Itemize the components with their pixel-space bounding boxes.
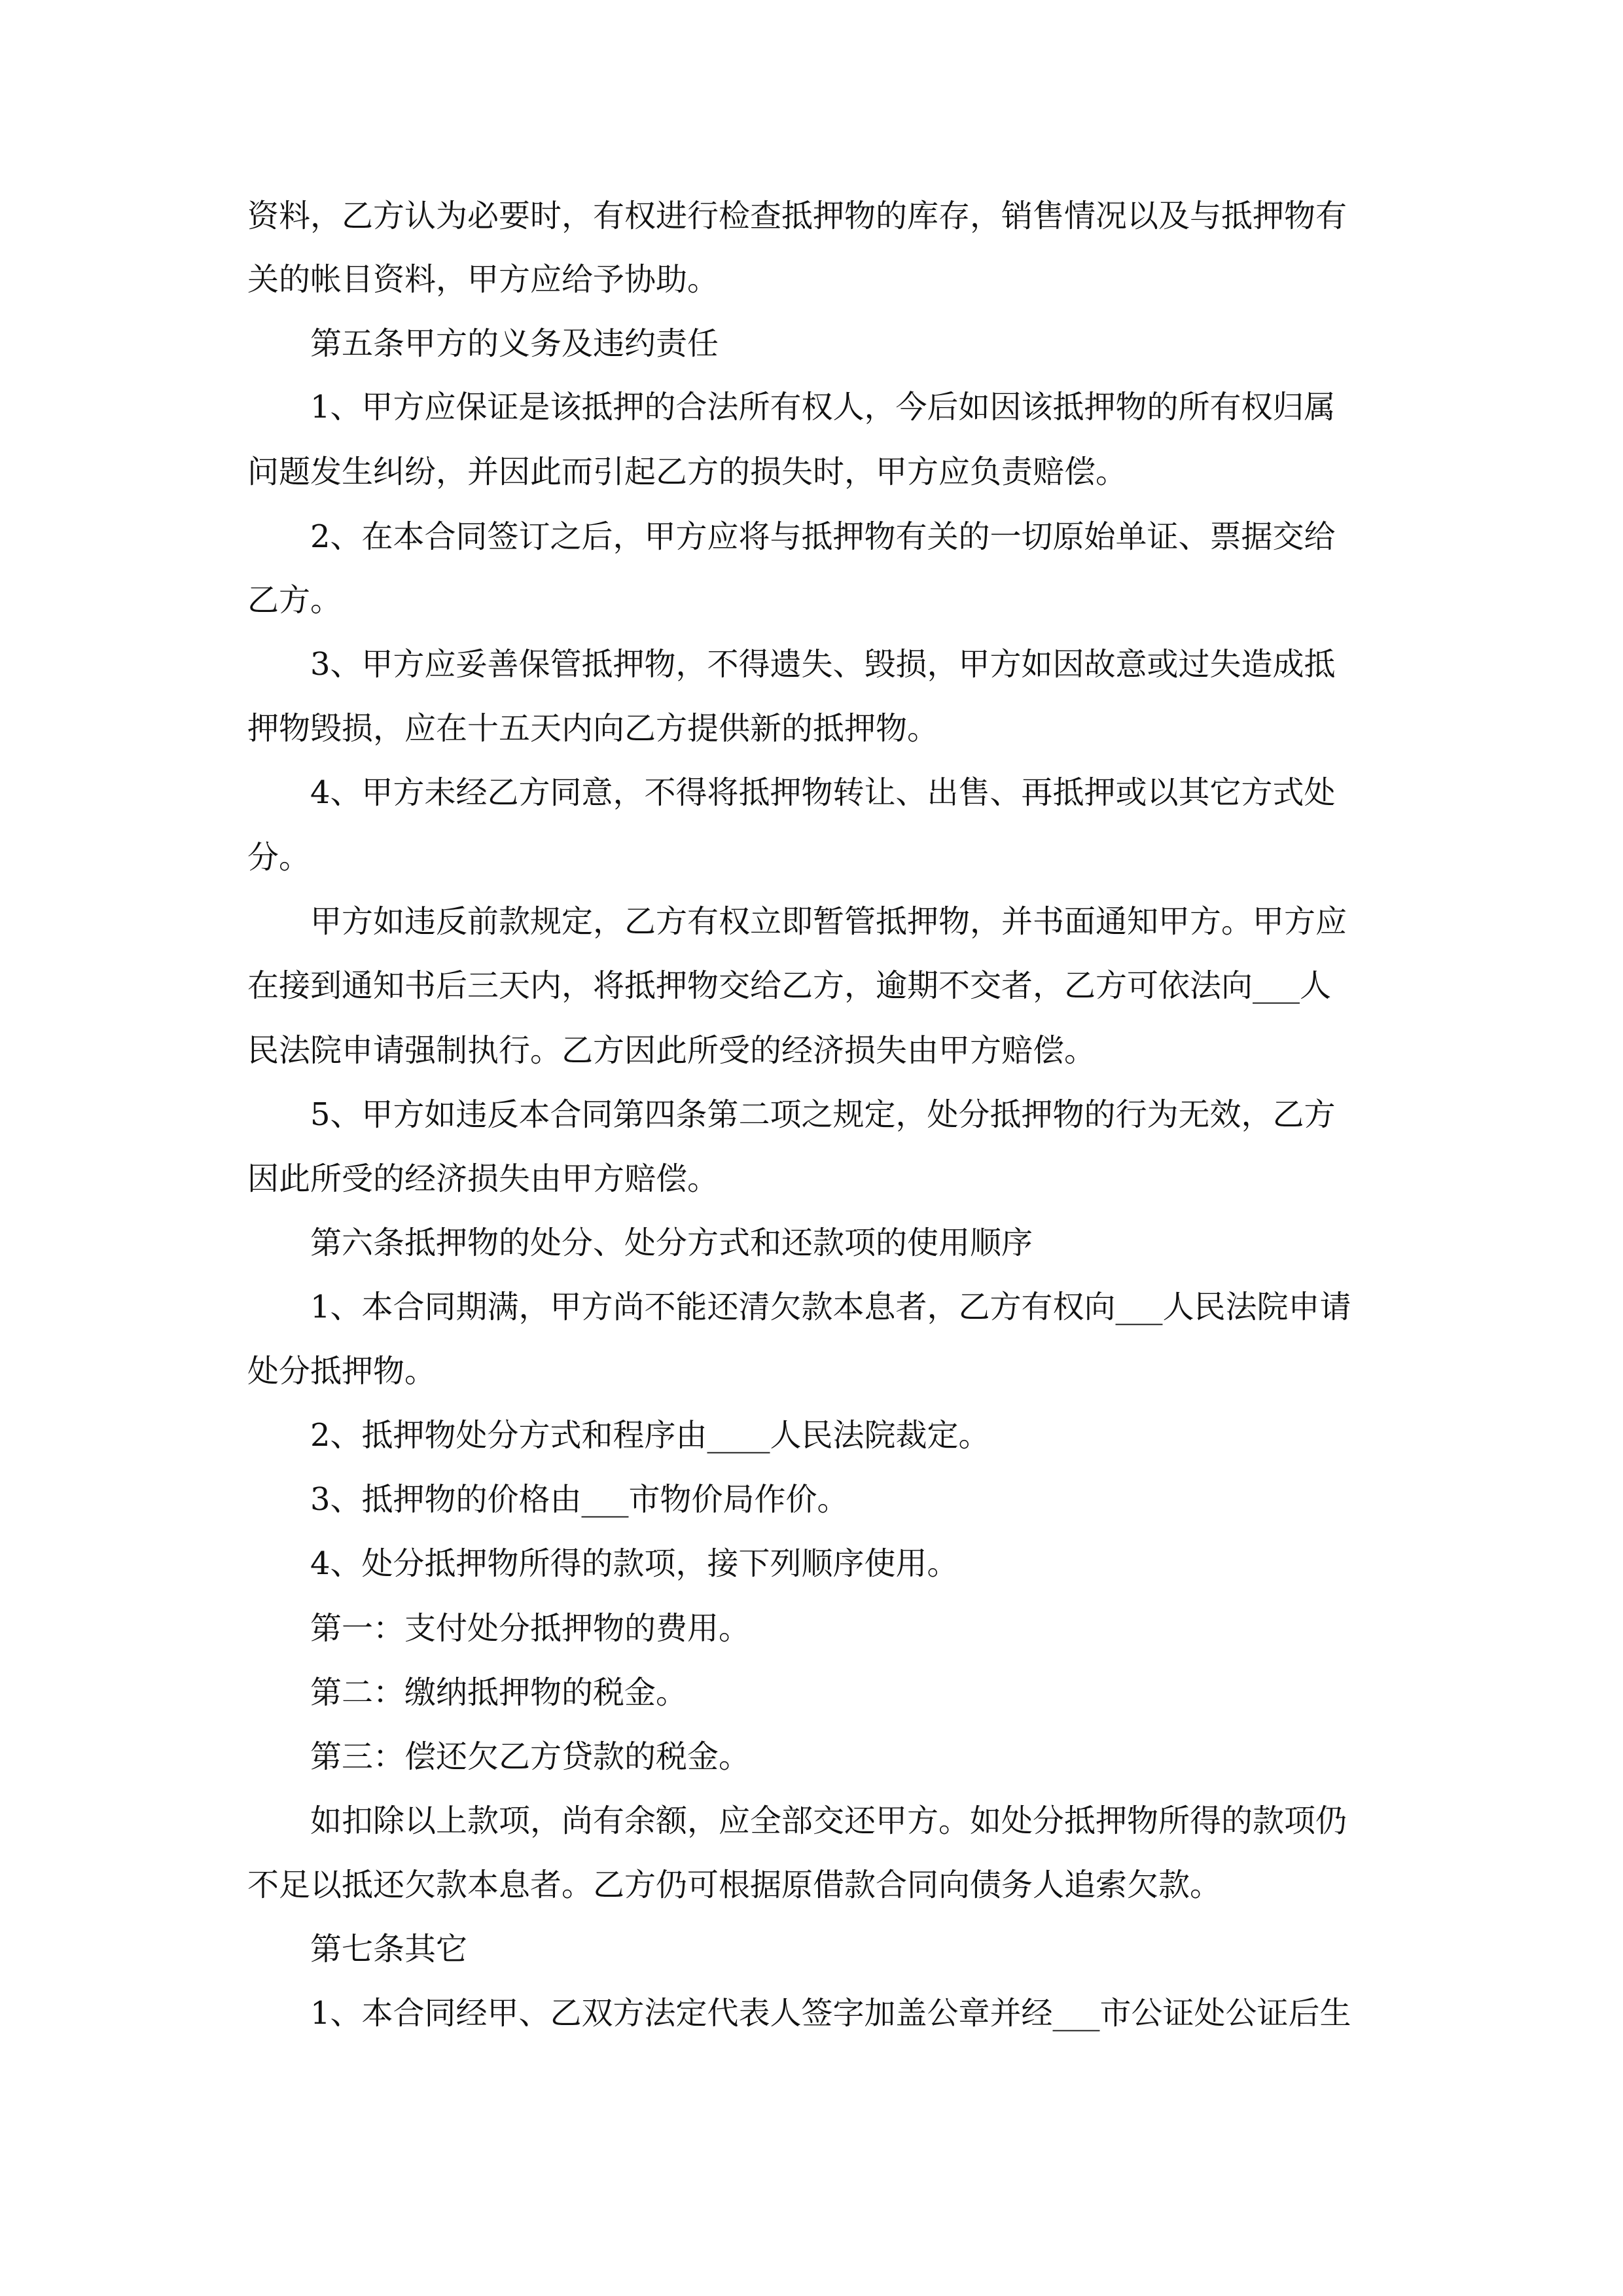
text-line: 在接到通知书后三天内，将抵押物交给乙方，逾期不交者，乙方可依法向___人 [247,967,1332,1004]
text-line: 2、在本合同签订之后，甲方应将与抵押物有关的一切原始单证、票据交给 [310,518,1336,555]
text-line: 第六条抵押物的处分、处分方式和还款项的使用顺序 [310,1225,1033,1261]
text-line: 问题发生纠纷，并因此而引起乙方的损失时，甲方应负责赔偿。 [247,454,1128,490]
text-line: 关的帐目资料，甲方应给予协助。 [247,261,719,298]
text-line: 因此所受的经济损失由甲方赔偿。 [247,1160,719,1197]
text-line: 第二：缴纳抵押物的税金。 [310,1674,688,1711]
text-line: 3、抵押物的价格由___市物价局作价。 [310,1481,849,1518]
text-line: 如扣除以上款项，尚有余额，应全部交还甲方。如处分抵押物所得的款项仍 [310,1803,1347,1839]
text-line: 押物毁损，应在十五天内向乙方提供新的抵押物。 [247,710,939,747]
text-line: 分。 [247,839,311,876]
text-line: 乙方。 [247,582,342,619]
text-line: 1、本合同经甲、乙双方法定代表人签字加盖公章并经___市公证处公证后生 [310,1995,1351,2032]
text-line: 5、甲方如违反本合同第四条第二项之规定，处分抵押物的行为无效，乙方 [310,1096,1336,1133]
text-line: 第三：偿还欠乙方贷款的税金。 [310,1738,751,1775]
text-line: 2、抵押物处分方式和程序由____人民法院裁定。 [310,1417,990,1454]
text-line: 1、本合同期满，甲方尚不能还清欠款本息者，乙方有权向___人民法院申请 [310,1289,1351,1325]
text-line: 处分抵押物。 [247,1353,437,1390]
text-line: 第五条甲方的义务及违约责任 [310,325,719,362]
text-line: 4、处分抵押物所得的款项，接下列顺序使用。 [310,1545,959,1582]
text-line: 第七条其它 [310,1931,468,1967]
text-line: 甲方如违反前款规定，乙方有权立即暂管抵押物，并书面通知甲方。甲方应 [310,903,1347,940]
text-line: 资料，乙方认为必要时，有权进行检查抵押物的库存，销售情况以及与抵押物有 [247,198,1347,234]
text-line: 1、甲方应保证是该抵押的合法所有权人，今后如因该抵押物的所有权归属 [310,389,1336,425]
text-line: 不足以抵还欠款本息者。乙方仍可根据原借款合同向债务人追索欠款。 [247,1867,1222,1903]
text-line: 3、甲方应妥善保管抵押物，不得遗失、毁损，甲方如因故意或过失造成抵 [310,646,1336,683]
text-line: 4、甲方未经乙方同意，不得将抵押物转让、出售、再抵押或以其它方式处 [310,774,1336,811]
text-line: 民法院申请强制执行。乙方因此所受的经济损失由甲方赔偿。 [247,1032,1096,1069]
text-line: 第一：支付处分抵押物的费用。 [310,1610,751,1647]
